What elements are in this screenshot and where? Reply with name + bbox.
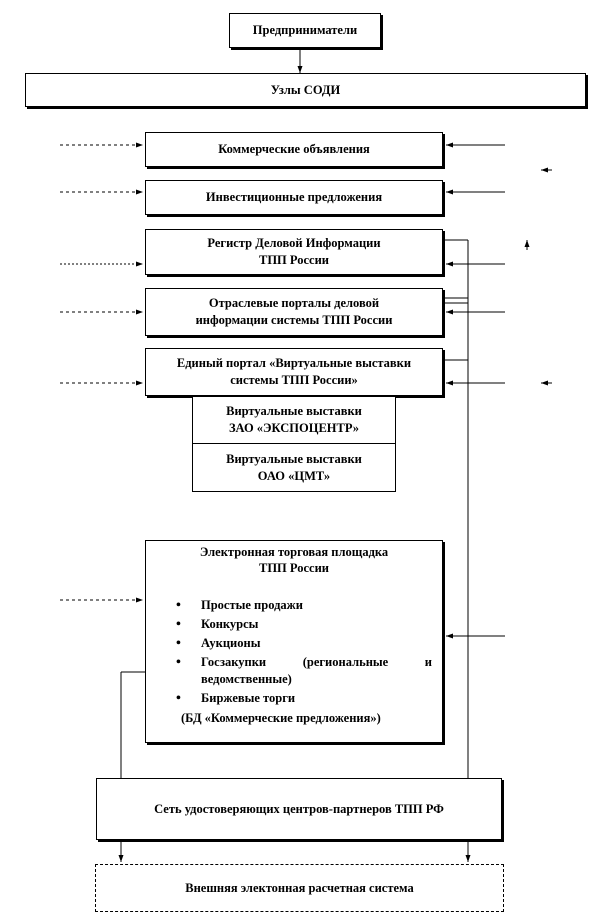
business-registry-line-1: Регистр Деловой Информации [207,236,381,250]
industry-portals-box [145,288,443,336]
cmt-line-2: ОАО «ЦМТ» [257,468,331,483]
trading-platform-title [146,544,442,576]
list-item: • Аукционы [176,634,432,653]
investment-offers-box [145,180,443,215]
entrepreneurs-box [229,13,381,48]
cert-centers-label: Сеть удостоверяющих центров-партнеров ТПП РФ [154,801,444,816]
payment-system-box [95,864,504,912]
sodi-nodes-label: Узлы СОДИ [270,82,341,97]
sodi-nodes-box [25,73,586,107]
business-registry-box [145,229,443,275]
trading-platform-footer: (БД «Коммерческие предложения») [181,711,381,725]
industry-portals-line-2: информации системы ТПП России [195,313,393,327]
payment-system-label: Внешняя электонная расчетная система [185,880,414,895]
industry-portals-line-1: Отраслевые порталы деловой [208,296,380,310]
cmt-line-1: Виртуальные выставки [226,451,362,466]
entrepreneurs-label: Предприниматели [252,23,358,37]
list-item: • Простые продажи [176,596,432,615]
commercial-ads-box [145,132,443,167]
investment-offers-label: Инвестиционные предложения [205,190,383,204]
business-registry-line-2: ТПП России [259,253,329,267]
commercial-ads-label: Коммерческие объявления [218,142,370,156]
cert-centers-box [96,778,502,840]
virtual-portal-box [145,348,443,396]
list-item-continuation: ведомственные) [201,672,292,686]
trading-platform-box [145,540,443,743]
expocentre-line-2: ЗАО «ЭКСПОЦЕНТР» [228,421,360,435]
virtual-portal-line-1: Единый портал «Виртуальные выставки [176,356,412,370]
virtual-portal-line-2: системы ТПП России» [230,373,358,387]
expocentre-box [192,396,396,444]
list-item: • Госзакупки (региональные и [176,653,432,672]
trading-platform-list [146,596,442,708]
list-item: • Конкурсы [176,615,432,634]
trading-platform-title-line-2: ТПП России [259,561,329,575]
expocentre-line-1: Виртуальные выставки [226,404,362,418]
trading-platform-title-line-1: Электронная торговая площадка [199,545,389,559]
cmt-box [192,443,396,492]
list-item: • Биржевые торги [176,689,432,708]
